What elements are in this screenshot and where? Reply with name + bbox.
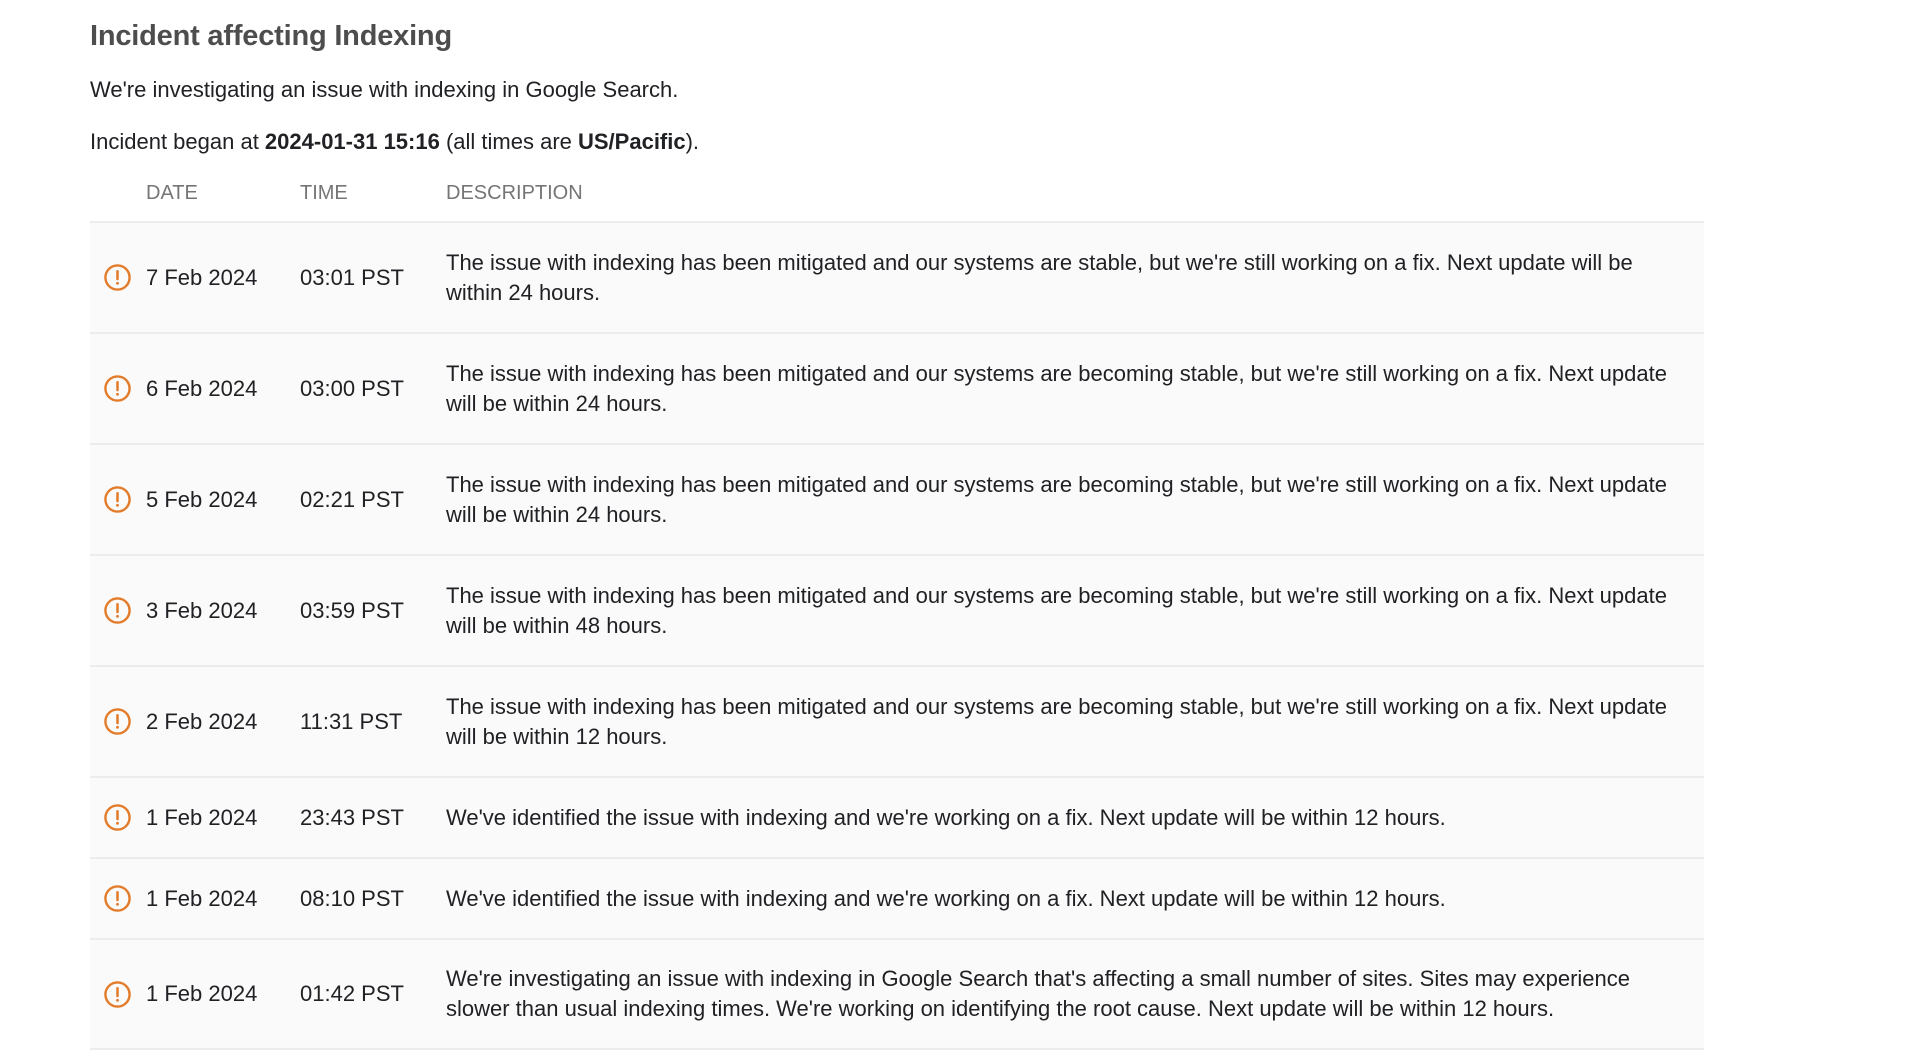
- row-date: 1 Feb 2024: [146, 981, 258, 1006]
- row-time: 11:31 PST: [300, 708, 403, 734]
- status-cell: [90, 263, 146, 292]
- status-cell: [90, 803, 146, 832]
- table-row: [90, 223, 1704, 334]
- alert-circle-icon: [103, 374, 132, 403]
- row-description: The issue with indexing has been mitigated and our systems are becoming stable, but we're still working on a fix. Next update will be within 24 hours.: [446, 471, 1667, 527]
- alert-circle-icon: [103, 485, 132, 514]
- row-time: 03:01 PST: [300, 264, 404, 290]
- table-row: [90, 334, 1704, 445]
- status-cell: [90, 707, 146, 736]
- row-time: 01:42 PST: [300, 981, 404, 1006]
- timezone-prefix: (all times are: [439, 129, 578, 154]
- timezone-suffix: ).: [685, 129, 700, 154]
- table-header: [90, 172, 1704, 223]
- header-date: DATE: [146, 182, 198, 204]
- row-description: We've identified the issue with indexing and we're working on a fix. Next update will be within 12 hours.: [446, 804, 1446, 830]
- row-description: The issue with indexing has been mitigated and our systems are becoming stable, but we're still working on a fix. Next update will be within 12 hours.: [446, 693, 1667, 749]
- status-cell: [90, 980, 146, 1009]
- row-time: 03:59 PST: [300, 597, 404, 623]
- row-date: 7 Feb 2024: [146, 264, 258, 290]
- row-time: 08:10 PST: [300, 885, 404, 911]
- row-description: The issue with indexing has been mitigated and our systems are stable, but we're still working on a fix. Next update will be within 24 hours.: [446, 249, 1633, 305]
- status-cell: [90, 374, 146, 403]
- table-row: [90, 940, 1704, 1050]
- table-row: [90, 778, 1704, 859]
- table-row: [90, 667, 1704, 778]
- row-date: 3 Feb 2024: [146, 597, 258, 623]
- alert-circle-icon: [103, 707, 132, 736]
- incident-start-line: [90, 127, 699, 157]
- alert-circle-icon: [103, 596, 132, 625]
- alert-circle-icon: [103, 884, 132, 913]
- row-time: 02:21 PST: [300, 486, 404, 512]
- status-cell: [90, 485, 146, 514]
- row-time: 03:00 PST: [300, 375, 404, 401]
- row-description: The issue with indexing has been mitigated and our systems are becoming stable, but we're still working on a fix. Next update will be within 24 hours.: [446, 360, 1667, 416]
- incident-summary: We're investigating an issue with indexing in Google Search.: [90, 77, 679, 102]
- row-date: 2 Feb 2024: [146, 708, 258, 734]
- incident-title: Incident affecting Indexing: [90, 20, 452, 52]
- header-description: DESCRIPTION: [446, 182, 583, 204]
- timezone: US/Pacific: [578, 129, 686, 154]
- header-icon-column: [90, 172, 146, 221]
- row-date: 6 Feb 2024: [146, 375, 258, 401]
- began-prefix: Incident began at: [90, 129, 265, 154]
- row-date: 1 Feb 2024: [146, 804, 258, 830]
- status-cell: [90, 596, 146, 625]
- table-row: [90, 859, 1704, 940]
- row-description: We're investigating an issue with indexing in Google Search that's affecting a small number of sites. Sites may experience slower than usual indexing times. We're working on identifying the root cause. Next update will be within 12 hours.: [446, 966, 1630, 1021]
- alert-circle-icon: [103, 980, 132, 1009]
- alert-circle-icon: [103, 263, 132, 292]
- incident-start-time: 2024-01-31 15:16: [264, 129, 440, 154]
- table-row: [90, 445, 1704, 556]
- row-date: 1 Feb 2024: [146, 885, 258, 911]
- header-time: TIME: [300, 182, 348, 204]
- status-cell: [90, 884, 146, 913]
- row-description: We've identified the issue with indexing and we're working on a fix. Next update will be within 12 hours.: [446, 885, 1446, 911]
- incident-updates-table: [90, 172, 1704, 1050]
- alert-circle-icon: [103, 803, 132, 832]
- table-row: [90, 556, 1704, 667]
- row-description: The issue with indexing has been mitigated and our systems are becoming stable, but we're still working on a fix. Next update will be within 48 hours.: [446, 582, 1667, 638]
- row-time: 23:43 PST: [300, 804, 404, 830]
- row-date: 5 Feb 2024: [146, 486, 258, 512]
